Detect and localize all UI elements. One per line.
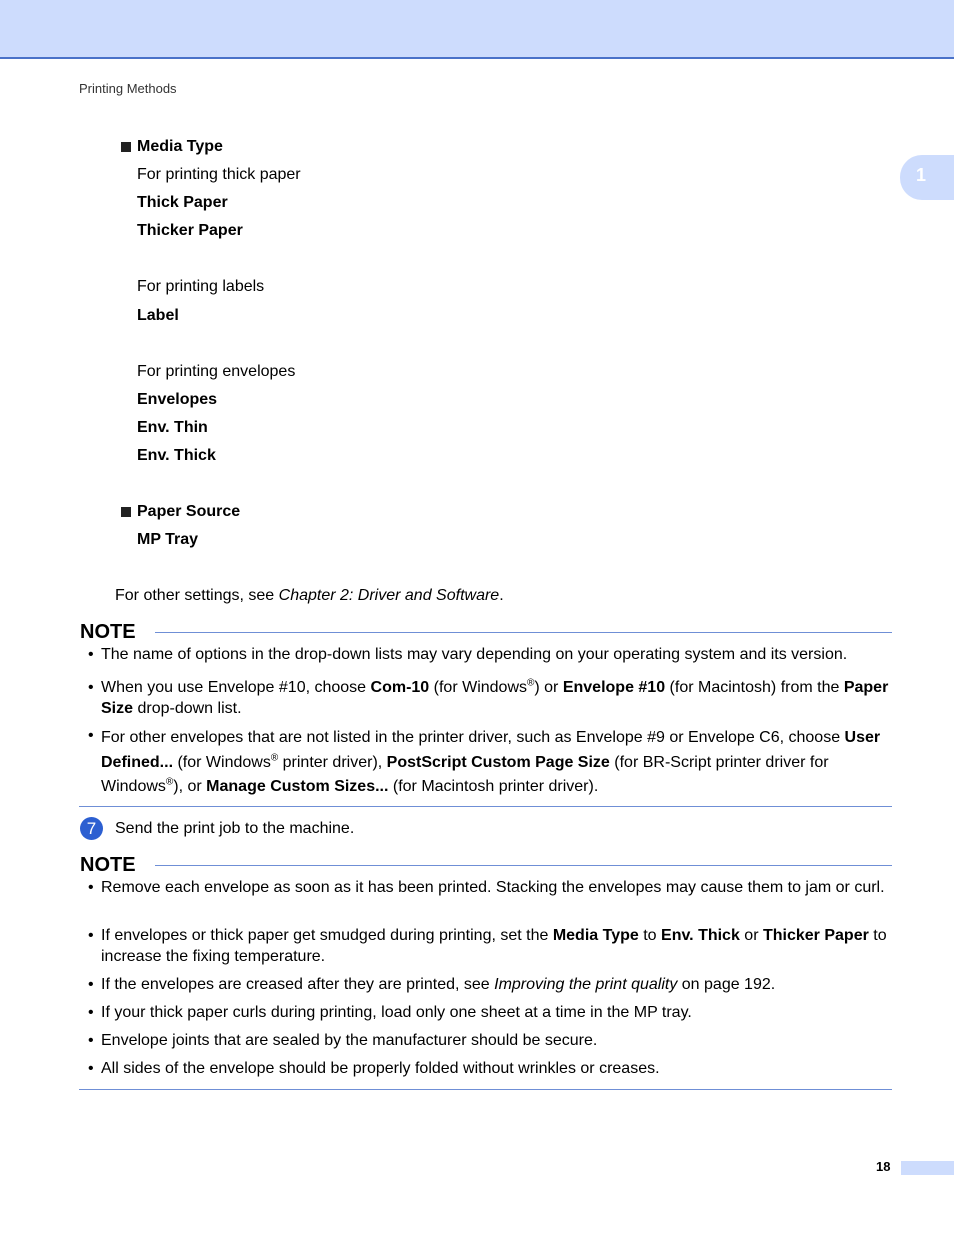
- other-settings-text: For other settings, see Chapter 2: Driver and Software.: [115, 587, 504, 604]
- option-thicker-paper: Thicker Paper: [137, 222, 243, 239]
- note-item: If your thick paper curls during printing, load only one sheet at a time in the MP tray.: [101, 1004, 692, 1021]
- bullet-icon: •: [88, 879, 94, 896]
- note-item: Remove each envelope as soon as it has been printed. Stacking the envelopes may cause them to jam or curl.: [101, 879, 885, 896]
- note-item: For other envelopes that are not listed in the printer driver, such as Envelope #9 or Envelope C6, choose User Defined... (for Windows® printer driver), PostScript Custom Page Size (for BR-Script printer driver for Windows®), or Manage Custom Sizes... (for Macintosh printer driver).: [101, 729, 881, 795]
- running-header: Printing Methods: [79, 81, 177, 96]
- option-thick-paper: Thick Paper: [137, 194, 228, 211]
- option-env-thin: Env. Thin: [137, 419, 208, 436]
- bullet-icon: •: [88, 646, 94, 663]
- media-type-label: Media Type: [137, 138, 223, 155]
- step-number-icon: 7: [80, 817, 103, 840]
- header-band: [0, 0, 954, 59]
- labels-intro: For printing labels: [137, 278, 265, 295]
- note-end-rule: [79, 806, 892, 807]
- bullet-icon: •: [88, 1032, 94, 1049]
- bullet-icon: •: [88, 1004, 94, 1021]
- chapter-reference: Chapter 2: Driver and Software: [278, 587, 500, 604]
- page-number: 18: [876, 1159, 891, 1174]
- note-item: All sides of the envelope should be properly folded without wrinkles or creases.: [101, 1060, 660, 1077]
- note-rule: [155, 632, 892, 633]
- square-bullet-icon: [121, 507, 131, 517]
- note-item: If the envelopes are creased after they are printed, see Improving the print quality on page 192.: [101, 976, 776, 993]
- chapter-tab: [900, 155, 954, 200]
- bullet-icon: •: [88, 679, 94, 696]
- note-end-rule: [79, 1089, 892, 1090]
- note-title: NOTE: [80, 854, 136, 876]
- chapter-number: 1: [916, 165, 927, 185]
- note-item: When you use Envelope #10, choose Com-10 (for Windows®) or Envelope #10 (for Macintosh) from the Paper Size drop-down list.: [101, 677, 889, 717]
- note-title: NOTE: [80, 621, 136, 643]
- bullet-icon: •: [88, 976, 94, 993]
- envelopes-intro: For printing envelopes: [137, 363, 296, 380]
- option-label: Label: [137, 307, 179, 324]
- step-text: Send the print job to the machine.: [115, 820, 355, 837]
- bullet-icon: •: [88, 1060, 94, 1077]
- note-item: Envelope joints that are sealed by the manufacturer should be secure.: [101, 1032, 598, 1049]
- bullet-icon: •: [88, 727, 94, 744]
- option-envelopes: Envelopes: [137, 391, 218, 408]
- square-bullet-icon: [121, 142, 131, 152]
- note-item: The name of options in the drop-down lists may vary depending on your operating system and its version.: [101, 646, 848, 663]
- paper-source-label: Paper Source: [137, 503, 241, 520]
- footer-band: [901, 1161, 954, 1175]
- page-reference: Improving the print quality: [494, 976, 678, 993]
- option-mp-tray: MP Tray: [137, 531, 199, 548]
- note-rule: [155, 865, 892, 866]
- bullet-icon: •: [88, 927, 94, 944]
- thick-paper-intro: For printing thick paper: [137, 166, 301, 183]
- option-env-thick: Env. Thick: [137, 447, 216, 464]
- note-item: If envelopes or thick paper get smudged during printing, set the Media Type to Env. Thick or Thicker Paper to increase the fixing temperature.: [101, 927, 887, 965]
